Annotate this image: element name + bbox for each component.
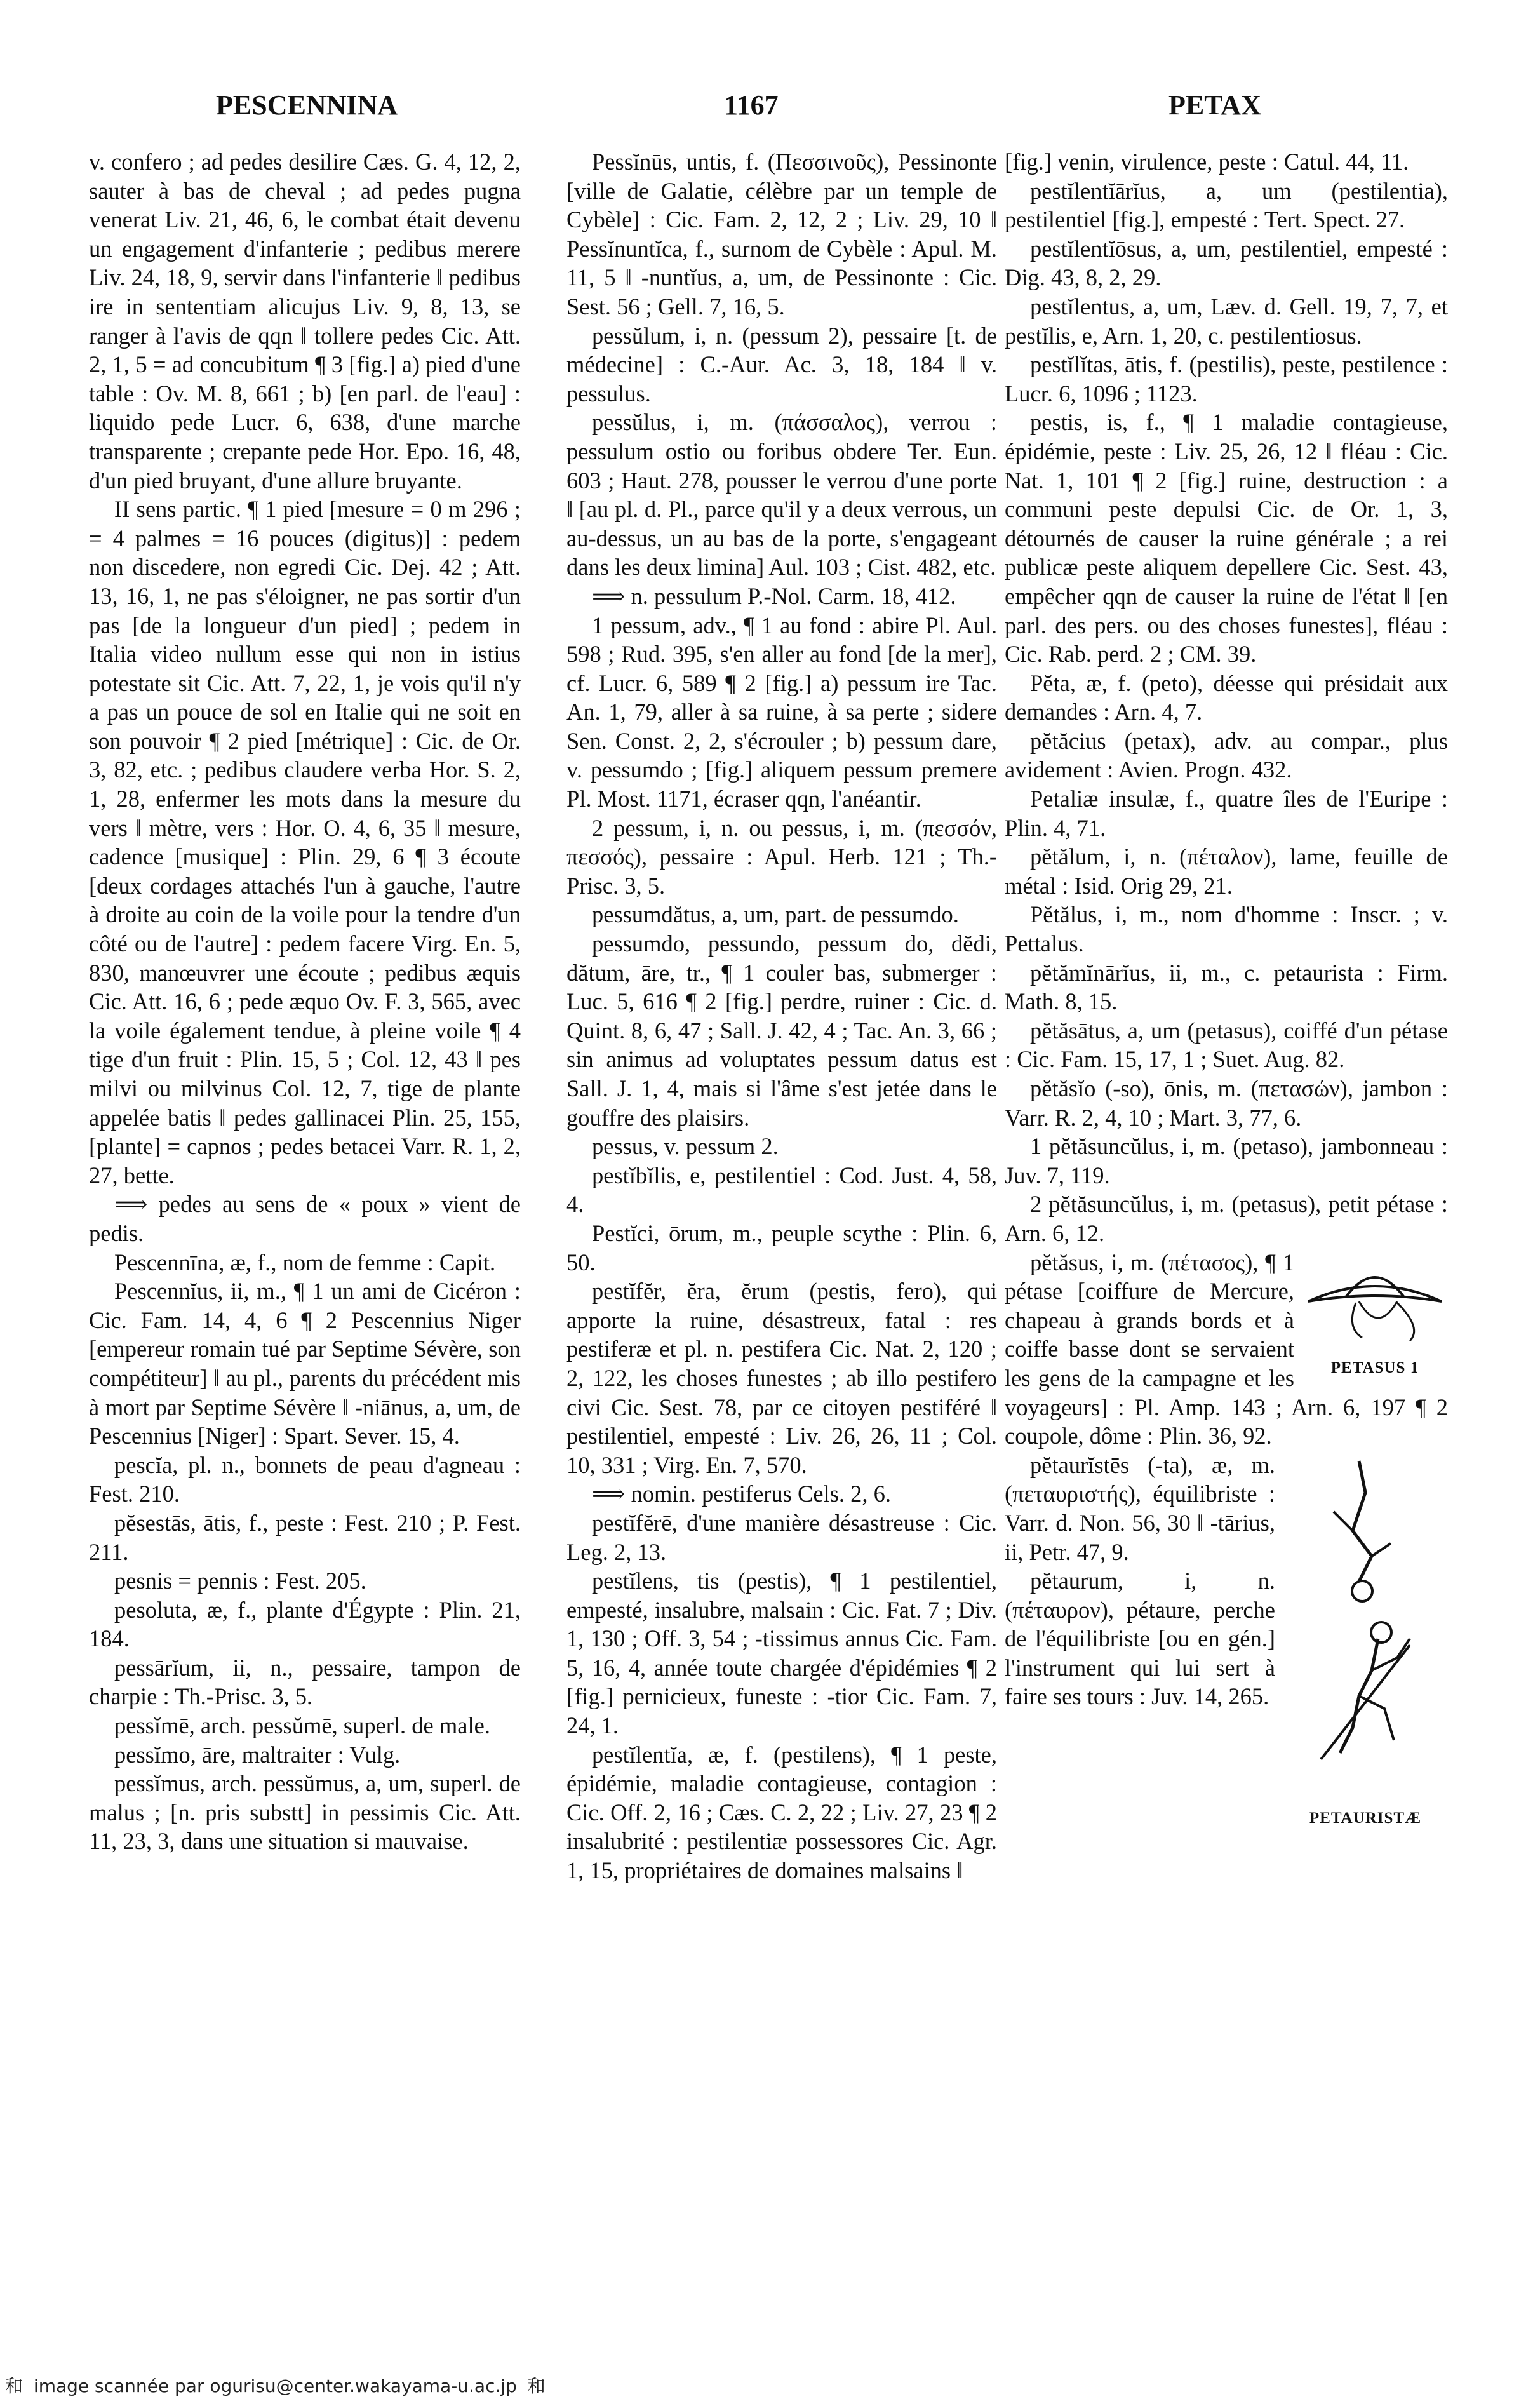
entry: Pestĭci, ōrum, m., peuple scythe : Plin. 6, 50.	[566, 1220, 997, 1275]
entry: ⟹ n. pessulum P.-Nol. Carm. 18, 412.	[592, 582, 956, 609]
entry: pescĭa, pl. n., bonnets de peau d'agneau : Fest. 210.	[89, 1451, 521, 1507]
entry: 1 pĕtăsuncŭlus, i, m. (petaso), jambonneau : Juv. 7, 119.	[1005, 1133, 1448, 1188]
footer-mark-right: 和	[527, 2376, 546, 2396]
entry: pestĭlentĭārĭus, a, um (pestilentia), pestilentiel [fig.], empesté : Tert. Spect. 27.	[1005, 177, 1448, 233]
running-head-left: PESCENNINA	[216, 90, 398, 121]
entry: pestĭlens, tis (pestis), ¶ 1 pestilentiel, empesté, insalubre, malsain : Cic. Fat. 7 ; Div. 1, 130 ; Off. 3, 54 ; -tissimus annus Cic. Fam. 5, 16, 4, année toute chargée d'épidémies ¶ 2 [fig.] pernicieux, funeste : -tior Cic. Fam. 7, 24, 1.	[566, 1568, 997, 1739]
entry: [fig.] venin, virulence, peste : Catul. 44, 11.	[1005, 149, 1409, 175]
entry: Pescennīna, æ, f., nom de femme : Capit.	[114, 1249, 496, 1275]
entry: Petaliæ insulæ, f., quatre îles de l'Euripe : Plin. 4, 71.	[1005, 786, 1448, 841]
entry: II sens partic. ¶ 1 pied [mesure = 0 m 296 ; = 4 palmes = 16 pouces (digitus)] : pedem non discedere, non egredi Cic. Dej. 42 ; Att. 13, 16, 1, ne pas s'éloigner, ne pas sortir d'un pas [de la longueur d'un pied] ; pedem in Italia video nullum esse qui non in istius potestate sit Cic. Att. 7, 22, 1, je vois qu'il n'y a pas un pouce de sol en Italie qui ne soit en son pouvoir ¶ 2 pied [métrique] : Cic. de Or. 3, 82, etc. ; pedibus claudere verba Hor. S. 2, 1, 28, enfermer les mots dans la mesure du vers ‖ mètre, vers : Hor. O. 4, 6, 35 ‖ mesure, cadence [musique] : Plin. 29, 6 ¶ 3 écoute [deux cordages attachés l'un à gauche, l'autre à droite au coin de la voile pour la tendre d'un côté ou de l'autre] : pedem facere Virg. En. 5, 830, manœuvrer une écoute ; pedibus æquis Cic. Att. 16, 6 ; pede æquo Ov. F. 3, 565, avec la voile également tendue, à pleine voile ¶ 4 tige d'un fruit : Plin. 15, 5 ; Col. 12, 43 ‖ pes milvi ou milvinus Col. 12, 7, tige de plante appelée batis ‖ pedes gallinacei Plin. 25, 155, [plante] = capnos ; pedes betacei Varr. R. 1, 2, 27, bette.	[89, 496, 521, 1188]
figure-caption: PETAURISTÆ	[1309, 1810, 1422, 1827]
footer-text: image scannée par ogurisu@center.wakayama-u.ac.jp	[33, 2376, 517, 2396]
entry: pĕsestās, ātis, f., peste : Fest. 210 ; P. Fest. 211.	[89, 1509, 521, 1565]
entry: 2 pessum, i, n. ou pessus, i, m. (πεσσόν, πεσσός), pessaire : Apul. Herb. 121 ; Th.-Prisc. 3, 5.	[566, 814, 997, 899]
entry: ⟹ pedes au sens de « poux » vient de pedis.	[89, 1191, 521, 1246]
entry: pĕtaurum, i, n. (πέταυρον), pétaure, perche de l'équilibriste [ou en gén.] l'instrument qui lui sert à faire ses tours : Juv. 14, 265.	[1005, 1568, 1275, 1710]
entry: pestĭlentĭōsus, a, um, pestilentiel, empesté : Dig. 43, 8, 2, 29.	[1005, 235, 1448, 291]
page-number: 1167	[724, 90, 779, 121]
footer-mark-left: 和	[5, 2376, 23, 2396]
entry: pessĭmo, āre, maltraiter : Vulg.	[114, 1741, 401, 1768]
column-3	[1005, 147, 1448, 1838]
entry: pessĭmus, arch. pessŭmus, a, um, superl. de malus ; [n. pris substt] in pessimis Cic. Att. 11, 23, 3, dans une situation si mauvaise.	[89, 1770, 521, 1855]
entry: pestĭlentĭa, æ, f. (pestilens), ¶ 1 peste, épidémie, maladie contagieuse, contagion : Cic. Off. 2, 16 ; Cæs. C. 2, 22 ; Liv. 27, 23 ¶ 2 insalubrité : pestilentiæ possessores Cic. Agr. 1, 15, propriétaires de domaines malsains ‖	[566, 1741, 997, 1884]
entry: pessumdo, pessundo, pessum do, dĕdi, dătum, āre, tr., ¶ 1 couler bas, submerger : Luc. 5, 616 ¶ 2 [fig.] perdre, ruiner : Cic. d. Quint. 8, 6, 47 ; Sall. J. 42, 4 ; Tac. An. 3, 66 ; sin animus ad voluptates pessum datus est Sall. J. 1, 4, mais si l'âme s'est jetée dans le gouffre des plaisirs.	[566, 931, 997, 1131]
entry: pĕtăsātus, a, um (petasus), coiffé d'un pétase : Cic. Fam. 15, 17, 1 ; Suet. Aug. 82.	[1005, 1017, 1448, 1073]
entry: pessĭmē, arch. pessŭmē, superl. de male.	[114, 1712, 490, 1739]
entry: pessŭlum, i, n. (pessum 2), pessaire [t. de médecine] : C.-Aur. Ac. 3, 18, 184 ‖ v. pessulus.	[566, 322, 997, 407]
figure-caption: PETASUS 1	[1330, 1359, 1419, 1377]
column-1	[89, 147, 521, 1856]
scan-credit-footer	[0, 2372, 551, 2398]
entry: pĕtăcius (petax), adv. au compar., plus avidement : Avien. Progn. 432.	[1005, 727, 1448, 783]
entry: ⟹ nomin. pestiferus Cels. 2, 6.	[592, 1481, 892, 1507]
petasus-figure	[1302, 1252, 1448, 1383]
entry: pĕtămĭnārĭus, ii, m., c. petaurista : Firm. Math. 8, 15.	[1005, 959, 1448, 1015]
entry: pestis, is, f., ¶ 1 maladie contagieuse, épidémie, peste : Liv. 25, 26, 12 ‖ fléau : Cic. Nat. 1, 101 ¶ 2 [fig.] ruine, destruction : a communi peste depulsi Cic. de Or. 1, 3, détournés de causer la ruine générale ; a rei publicæ peste aliquem depellere Cic. Sest. 43, empêcher qqn de causer la ruine de l'état ‖ [en parl. des pers. ou des choses funestes], fléau : Cic. Rab. perd. 2 ; CM. 39.	[1005, 409, 1448, 668]
entry: Pessĭnūs, untis, f. (Πεσσινοῦς), Pessinonte [ville de Galatie, célèbre par un temple de Cybèle] : Cic. Fam. 2, 12, 2 ; Liv. 29, 10 ‖ Pessĭnuntĭca, f., surnom de Cybèle : Apul. M. 11, 5 ‖ -nuntĭus, a, um, de Pessinonte : Cic. Sest. 56 ; Gell. 7, 16, 5.	[566, 149, 997, 319]
entry: pesoluta, æ, f., plante d'Égypte : Plin. 21, 184.	[89, 1596, 521, 1652]
entry: 2 pĕtăsuncŭlus, i, m. (petasus), petit pétase : Arn. 6, 12.	[1005, 1191, 1448, 1246]
entry: pĕtaurĭstēs (-ta), æ, m. (πεταυριστής), équilibriste : Varr. d. Non. 56, 30 ‖ -tārius, ii, Petr. 47, 9.	[1005, 1451, 1275, 1565]
entry: pĕtăsĭo (-so), ōnis, m. (πετασών), jambon : Varr. R. 2, 4, 10 ; Mart. 3, 77, 6.	[1005, 1075, 1448, 1131]
entry: pessus, v. pessum 2.	[592, 1133, 779, 1160]
acrobat-illustration-icon	[1283, 1455, 1448, 1798]
entry: pestĭfĕrē, d'une manière désastreuse : Cic. Leg. 2, 13.	[566, 1509, 997, 1565]
entry: v. confero ; ad pedes desilire Cæs. G. 4, 12, 2, sauter à bas de cheval ; ad pedes pugna venerat Liv. 21, 46, 6, le combat était devenu un engagement d'infanterie ; pedibus merere Liv. 24, 18, 9, servir dans l'infanterie ‖ pedibus ire in sententiam alicujus Liv. 9, 8, 13, se ranger à l'avis de qqn ‖ tollere pedes Cic. Att. 2, 1, 5 = ad concubitum ¶ 3 [fig.] a) pied d'une table : Ov. M. 8, 661 ; b) [en parl. de l'eau] : liquido pede Lucr. 6, 638, d'une marche transparente ; crepante pede Hor. Epo. 16, 48, d'un pied bruyant, d'une allure bruyante.	[89, 149, 521, 494]
entry: pestĭlĭtas, ātis, f. (pestilis), peste, pestilence : Lucr. 6, 1096 ; 1123.	[1005, 351, 1448, 407]
entry: pessŭlus, i, m. (πάσσαλος), verrou : pessulum ostio ou foribus obdere Ter. Eun. 603 ; Haut. 278, pousser le verrou d'une porte ‖ [au pl. d. Pl., parce qu'il y a deux verrous, un au-dessus, un au bas de la porte, s'engageant dans les deux limina] Aul. 103 ; Cist. 482, etc.	[566, 409, 997, 581]
running-head-right: PETAX	[1168, 90, 1261, 121]
entry: 1 pessum, adv., ¶ 1 au fond : abire Pl. Aul. 598 ; Rud. 395, s'en aller au fond [de la mer], cf. Lucr. 6, 589 ¶ 2 [fig.] a) pessum ire Tac. An. 1, 79, aller à sa ruine, à sa perte ; sidere Sen. Const. 2, 2, s'écrouler ; b) pessum dare, v. pessumdo ; [fig.] aliquem pessum premere Pl. Most. 1171, écraser qqn, l'anéantir.	[566, 612, 997, 812]
entry: pestĭbĭlis, e, pestilentiel : Cod. Just. 4, 58, 4.	[566, 1162, 997, 1218]
entry: pĕtăsus, i, m. (πέτασος), ¶ 1 pétase [coiffure de Mercure, chapeau à grands bords et à coiffe basse dont se servaient les gens de la campagne et les voyageurs] : Pl. Amp. 143 ; Arn. 6, 197 ¶ 2 coupole, dôme : Plin. 36, 92.	[1005, 1249, 1448, 1449]
page-header	[0, 89, 1540, 133]
petasus-illustration-icon	[1302, 1252, 1448, 1347]
entry: pestĭfĕr, ĕra, ĕrum (pestis, fero), qui apporte la ruine, désastreux, fatal : res pestiferæ et pl. n. pestifera Cic. Nat. 2, 120 ; 2, 122, les choses funestes ; ab illo pestifero civi Cic. Sest. 78, par ce citoyen pestiféré ‖ pestilentiel, empesté : Liv. 26, 26, 11 ; Col. 10, 331 ; Virg. En. 7, 570.	[566, 1278, 997, 1478]
entry: pĕtălum, i, n. (πέταλον), lame, feuille de métal : Isid. Orig 29, 21.	[1005, 843, 1448, 899]
entry: pessārĭum, ii, n., pessaire, tampon de charpie : Th.-Prisc. 3, 5.	[89, 1654, 521, 1710]
entry: pessumdătus, a, um, part. de pessumdo.	[592, 901, 959, 928]
entry: Pĕtălus, i, m., nom d'homme : Inscr. ; v. Pettalus.	[1005, 901, 1448, 957]
entry: Pescennĭus, ii, m., ¶ 1 un ami de Cicéron : Cic. Fam. 14, 4, 6 ¶ 2 Pescennius Niger [empereur romain tué par Septime Sévère, son compétiteur] ‖ au pl., parents du précédent mis à mort par Septime Sévère ‖ -niānus, a, um, de Pescennius [Niger] : Spart. Sever. 15, 4.	[89, 1278, 521, 1449]
entry: pestĭlentus, a, um, Læv. d. Gell. 19, 7, 7, et pestĭlis, e, Arn. 1, 20, c. pestilentiosus.	[1005, 293, 1448, 349]
column-2	[566, 147, 997, 1885]
entry: pesnis = pennis : Fest. 205.	[114, 1568, 366, 1594]
petauristae-figure	[1283, 1455, 1448, 1833]
entry: Pĕta, æ, f. (peto), déesse qui présidait aux demandes : Arn. 4, 7.	[1005, 669, 1448, 725]
